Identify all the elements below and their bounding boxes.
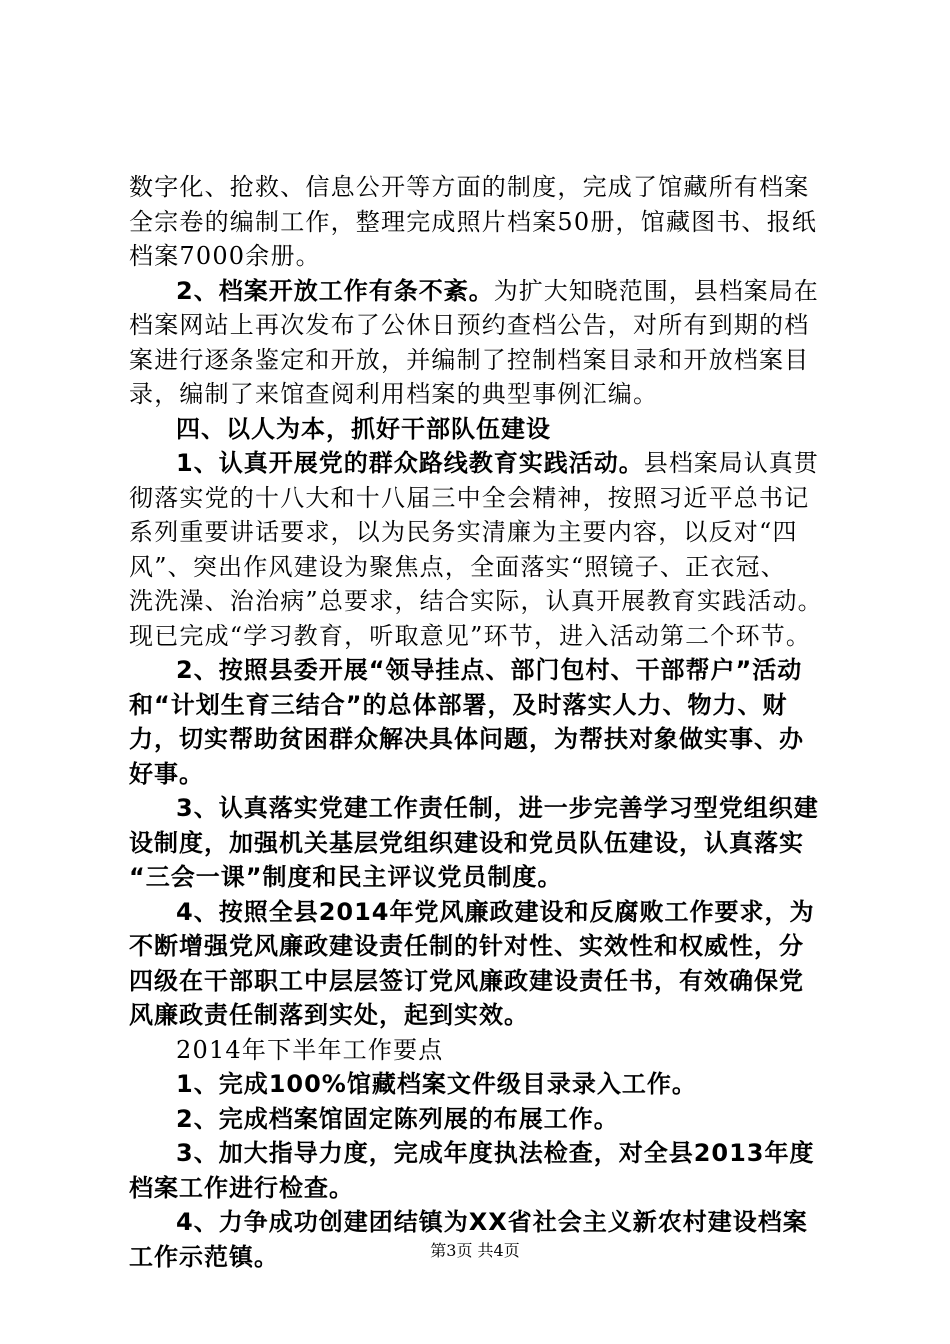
text-line: 数字化、抢救、信息公开等方面的制度，完成了馆藏所有档案 <box>129 173 810 201</box>
text-line: 档案网站上再次发布了公休日预约查档公告，对所有到期的档 <box>129 311 810 339</box>
text-line: 现已完成“学习教育，听取意见”环节，进入活动第二个环节。 <box>129 621 812 650</box>
text-line: 不断增强党风廉政建设责任制的针对性、实效性和权威性，分 <box>129 932 804 960</box>
text-line-rest: 为扩大知晓范围，县档案局在 <box>493 276 819 305</box>
text-line: 四级在干部职工中层层签订党风廉政建设责任书，有效确保党 <box>129 966 804 995</box>
text-line: 档案工作进行检查。 <box>129 1173 354 1202</box>
text-line: 系列重要讲话要求，以为民务实清廉为主要内容，以反对“四 <box>129 518 798 546</box>
text-line: 档案7000余册。 <box>129 242 321 270</box>
text-line: 3、认真落实党建工作责任制，进一步完善学习型党组织建 <box>176 794 819 822</box>
text-line: 3、加大指导力度，完成年度执法检查，对全县2013年度 <box>176 1139 815 1167</box>
text-line: 风廉政责任制落到实处，起到实效。 <box>129 1001 529 1029</box>
text-line: 4、按照全县2014年党风廉政建设和反腐败工作要求，为 <box>176 897 815 926</box>
text-line: 好事。 <box>129 759 204 788</box>
text-line-lead: 2、档案开放工作有条不紊。 <box>176 276 494 305</box>
text-line: 2、完成档案馆固定陈列展的布展工作。 <box>176 1104 619 1133</box>
text-line: 四、以人为本，抓好干部队伍建设 <box>176 414 551 443</box>
text-line: 洗洗澡、治治病”总要求，结合实际，认真开展教育实践活动。 <box>129 587 823 615</box>
text-line: 风”、突出作风建设为聚焦点，全面落实“照镜子、正衣冠、 <box>129 552 786 581</box>
document-body <box>129 170 841 1274</box>
text-line-lead: 1、认真开展党的群众路线教育实践活动。 <box>176 449 644 477</box>
text-line: 1、完成100%馆藏档案文件级目录录入工作。 <box>176 1070 697 1098</box>
text-line: 案进行逐条鉴定和开放，并编制了控制档案目录和开放档案目 <box>129 345 810 374</box>
text-line: 和“计划生育三结合”的总体部署，及时落实人力、物力、财 <box>129 690 788 719</box>
text-line: 全宗卷的编制工作，整理完成照片档案50册，馆藏图书、报纸 <box>129 207 818 236</box>
text-line: 录，编制了来馆查阅利用档案的典型事例汇编。 <box>129 380 659 408</box>
text-line: 工作示范镇。 <box>129 1242 279 1271</box>
text-line: 2014年下半年工作要点 <box>176 1035 444 1064</box>
page-number-footer: 第3页 共4页 <box>430 1241 520 1260</box>
text-line: 设制度，加强机关基层党组织建设和党员队伍建设，认真落实 <box>129 828 804 857</box>
text-line: 彻落实党的十八大和十八届三中全会精神，按照习近平总书记 <box>129 483 810 512</box>
text-line <box>129 274 841 309</box>
text-line: “三会一课”制度和民主评议党员制度。 <box>129 863 563 891</box>
text-line <box>129 446 841 481</box>
text-line: 4、力争成功创建团结镇为XX省社会主义新农村建设档案 <box>176 1208 808 1236</box>
text-line-rest: 县档案局认真贯 <box>643 449 819 477</box>
text-line: 力，切实帮助贫困群众解决具体问题，为帮扶对象做实事、办 <box>129 725 804 753</box>
text-line: 2、按照县委开展“领导挂点、部门包村、干部帮户”活动 <box>176 656 803 684</box>
